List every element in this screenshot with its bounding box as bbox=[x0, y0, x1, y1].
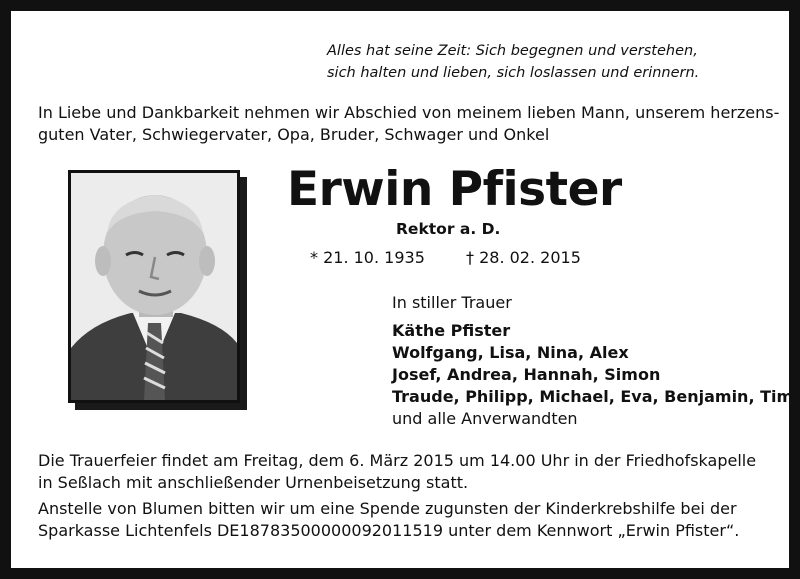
death-date: † 28. 02. 2015 bbox=[466, 248, 581, 267]
motto-line-2: sich halten und lieben, sich loslassen und erinnern. bbox=[327, 65, 700, 81]
intro-line-1: In Liebe und Dankbarkeit nehmen wir Abschied von meinem lieben Mann, unserem herzens- bbox=[38, 103, 780, 122]
funeral-service-text bbox=[38, 450, 768, 494]
mourner-line: Wolfgang, Lisa, Nina, Alex bbox=[392, 343, 629, 362]
intro-text bbox=[38, 102, 780, 146]
intro-line-2: guten Vater, Schwiegervater, Opa, Bruder, Schwager und Onkel bbox=[38, 125, 550, 144]
deceased-title: Rektor a. D. bbox=[396, 220, 501, 238]
mourners-closing: und alle Anverwandten bbox=[392, 409, 578, 428]
mourner-line: Traude, Philipp, Michael, Eva, Benjamin, Tim bbox=[392, 387, 794, 406]
donation-text bbox=[38, 498, 768, 542]
service-line-1: Die Trauerfeier findet am Freitag, dem 6. März 2015 um 14.00 Uhr in der Friedhofskapelle bbox=[38, 451, 757, 470]
mourner-line: Josef, Andrea, Hannah, Simon bbox=[392, 365, 661, 384]
donation-line-2: Sparkasse Lichtenfels DE18783500000092011519 unter dem Kennwort „Erwin Pfister“. bbox=[38, 521, 740, 540]
motto-line-1: Alles hat seine Zeit: Sich begegnen und verstehen, bbox=[327, 43, 698, 59]
portrait-photo bbox=[68, 170, 240, 403]
birth-date: * 21. 10. 1935 bbox=[310, 248, 425, 267]
mourner-line: Käthe Pfister bbox=[392, 321, 511, 340]
service-line-2: in Seßlach mit anschließender Urnenbeisetzung statt. bbox=[38, 473, 469, 492]
mourners-list bbox=[392, 320, 793, 430]
deceased-name: Erwin Pfister bbox=[287, 162, 622, 217]
motto-quote bbox=[327, 40, 727, 84]
portrait-illustration bbox=[71, 173, 237, 400]
donation-line-1: Anstelle von Blumen bitten wir um eine Spende zugunsten der Kinderkrebshilfe bei der bbox=[38, 499, 737, 518]
mourning-label: In stiller Trauer bbox=[392, 293, 512, 312]
